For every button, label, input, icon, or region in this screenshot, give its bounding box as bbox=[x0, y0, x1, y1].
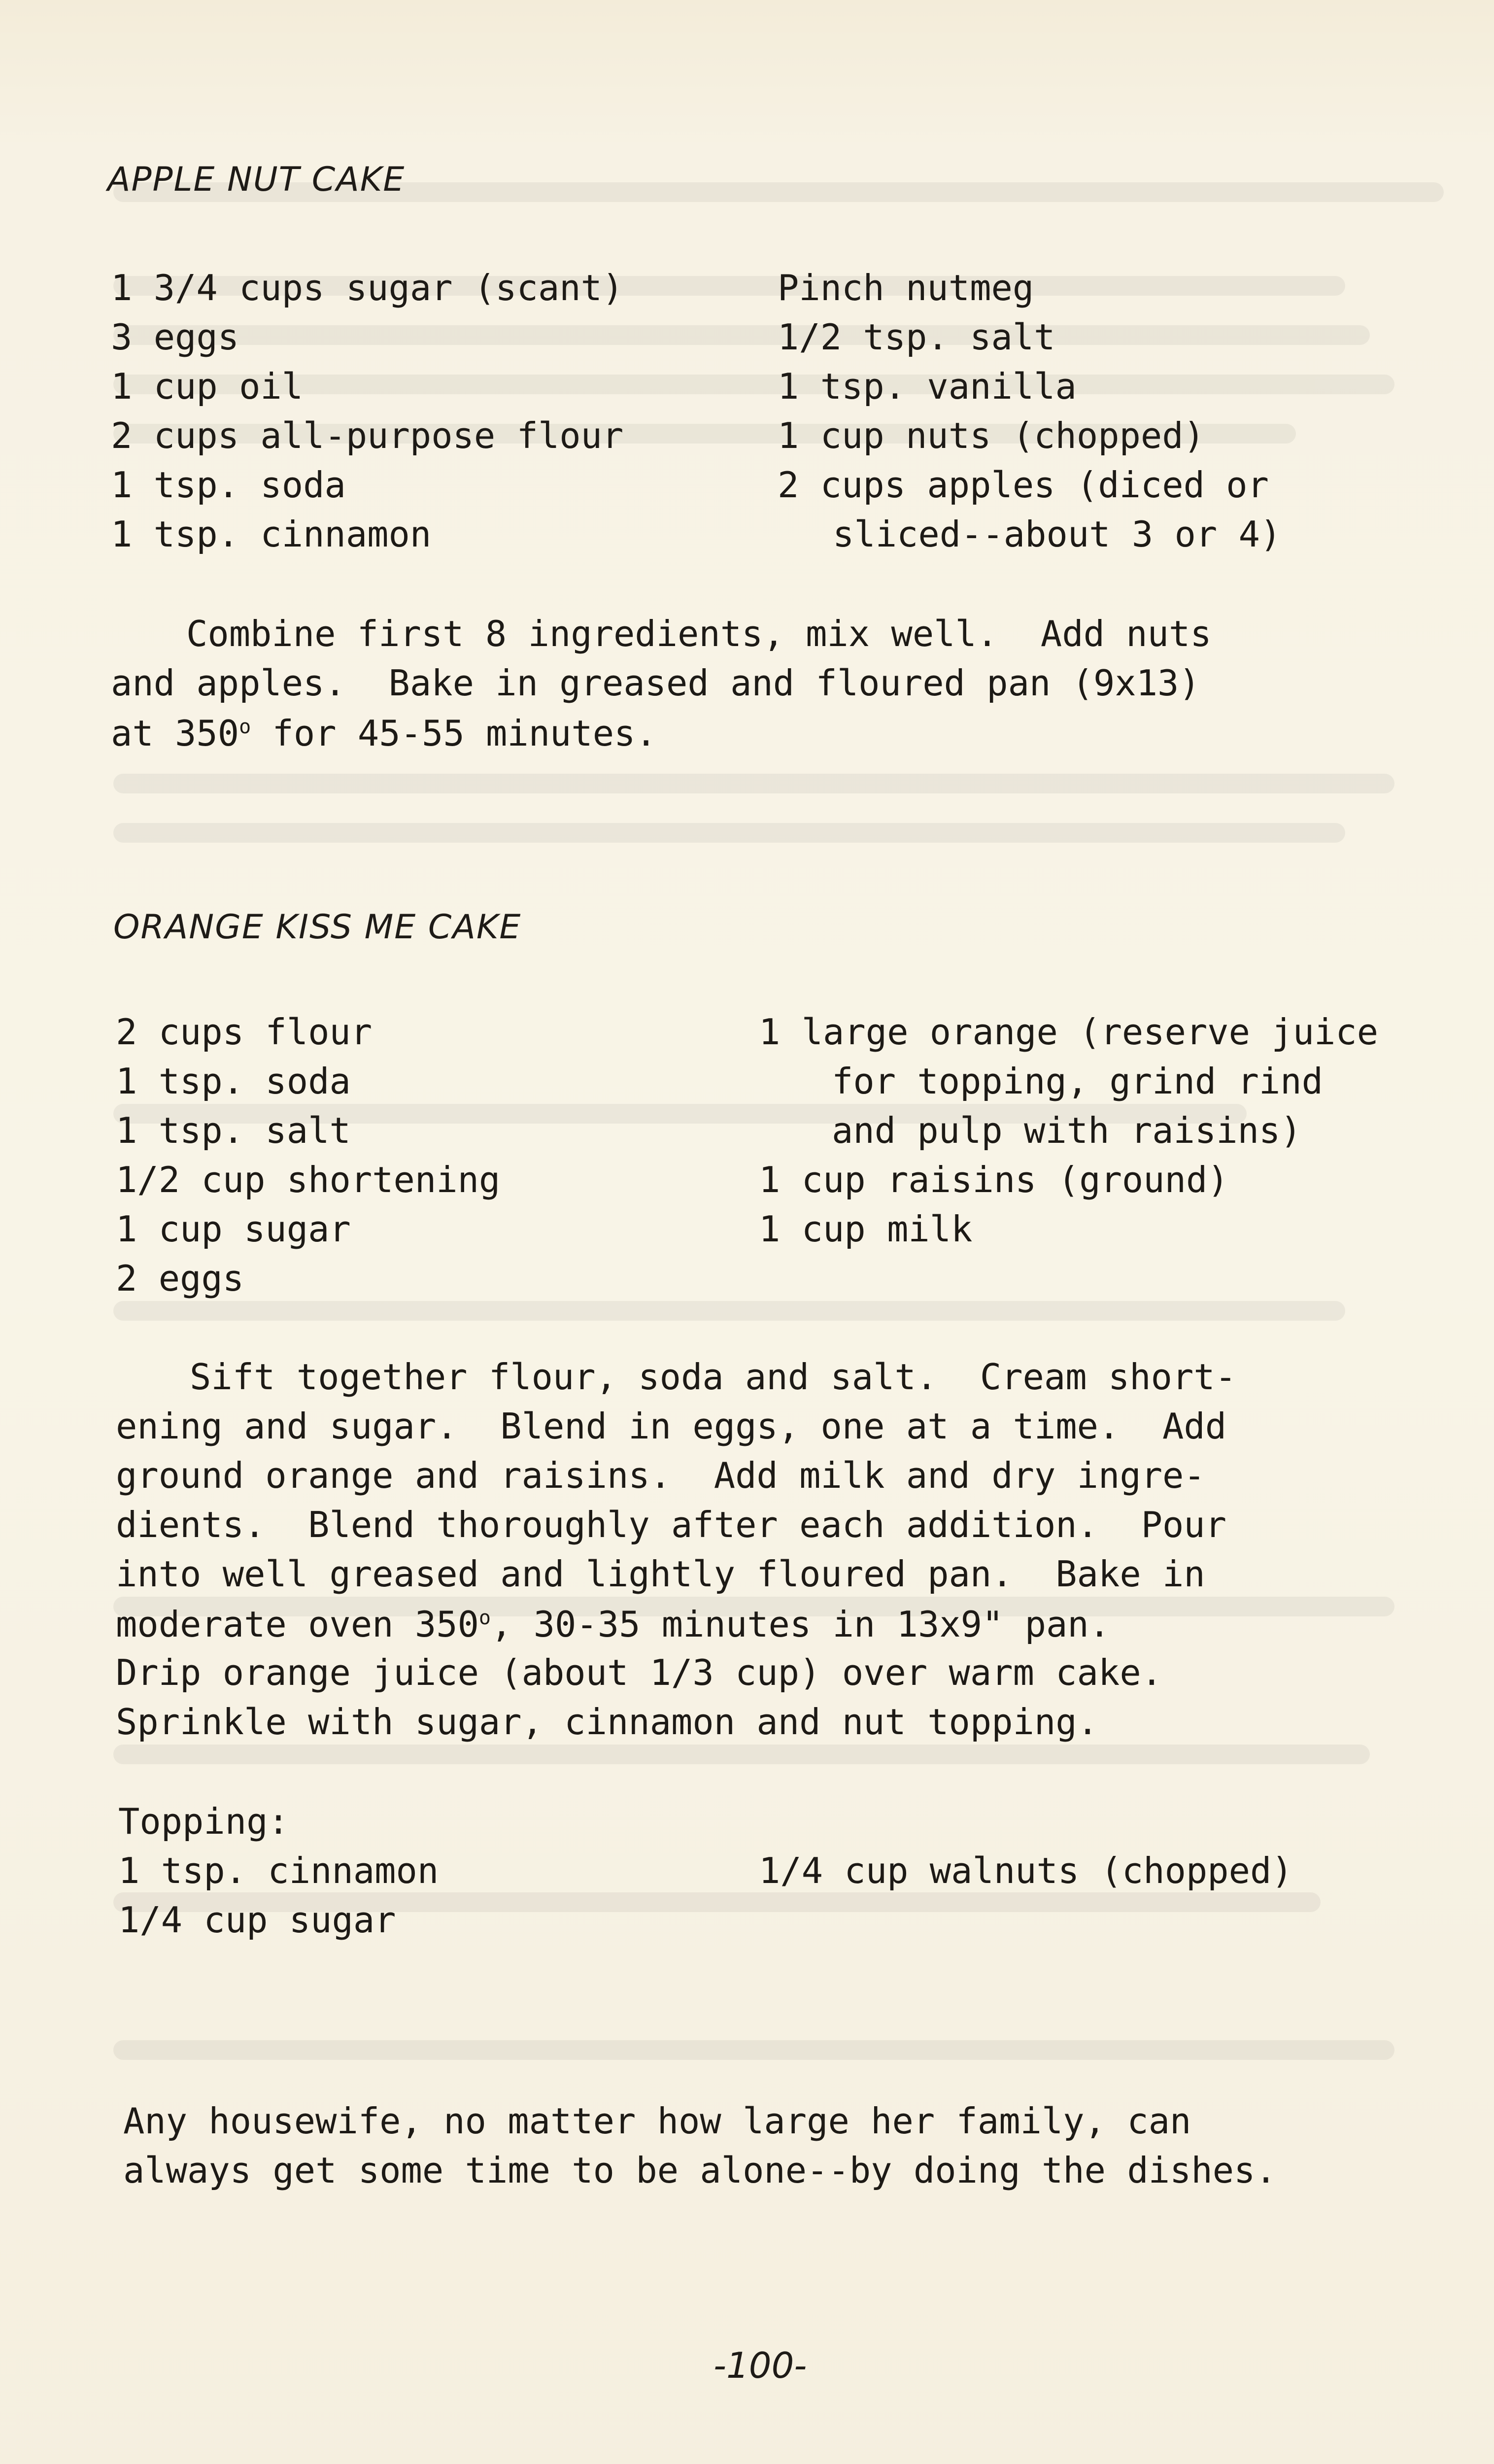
directions-line: Combine first 8 ingredients, mix well. Add nuts bbox=[186, 613, 1212, 654]
ingredient-left: 1/2 cup shortening bbox=[116, 1159, 501, 1200]
ingredient-right: 1 cup nuts (chopped) bbox=[778, 415, 1205, 456]
directions-temp: moderate oven 350 bbox=[116, 1604, 479, 1645]
ingredient-left: 1 cup oil bbox=[111, 366, 304, 407]
directions-temp: at 350 bbox=[111, 713, 239, 754]
degree-mark: o bbox=[478, 1607, 491, 1629]
directions-line-with-temp bbox=[116, 1604, 1111, 1645]
ingredient-right: 1 tsp. vanilla bbox=[778, 366, 1077, 407]
directions-line: into well greased and lightly floured pan. Bake in bbox=[116, 1553, 1205, 1595]
topping-label: Topping: bbox=[118, 1801, 289, 1842]
directions-line: ground orange and raisins. Add milk and dry ingre- bbox=[116, 1455, 1205, 1496]
ingredient-right: 1 large orange (reserve juice bbox=[759, 1011, 1379, 1053]
quote-line: always get some time to be alone--by doing the dishes. bbox=[123, 2150, 1277, 2191]
ingredient-right: for topping, grind rind bbox=[832, 1061, 1323, 1102]
ingredient-left: 1 tsp. salt bbox=[116, 1110, 351, 1151]
recipe-title-orange-kiss-me-cake: ORANGE KISS ME CAKE bbox=[113, 908, 522, 947]
ingredient-right: and pulp with raisins) bbox=[832, 1110, 1302, 1151]
directions-temp-rest: , 30-35 minutes in 13x9" pan. bbox=[491, 1604, 1111, 1645]
ingredient-left: 1 3/4 cups sugar (scant) bbox=[111, 267, 624, 308]
directions-temp-rest: for 45-55 minutes. bbox=[251, 713, 657, 754]
ingredient-left: 2 cups all-purpose flour bbox=[111, 415, 624, 456]
topping-ingredient: 1/4 cup sugar bbox=[118, 1899, 396, 1941]
ingredient-left: 1 tsp. soda bbox=[116, 1061, 351, 1102]
topping-ingredient: 1/4 cup walnuts (chopped) bbox=[759, 1850, 1293, 1891]
directions-line: Drip orange juice (about 1/3 cup) over warm cake. bbox=[116, 1652, 1163, 1693]
directions-line-with-temp bbox=[111, 713, 657, 754]
quote-line: Any housewife, no matter how large her family, can bbox=[123, 2100, 1191, 2142]
ingredient-left: 1 tsp. soda bbox=[111, 464, 346, 506]
directions-line: dients. Blend thoroughly after each addition. Pour bbox=[116, 1504, 1227, 1545]
ingredient-left: 1 tsp. cinnamon bbox=[111, 513, 432, 555]
directions-line: Sift together flour, soda and salt. Cream short- bbox=[190, 1356, 1237, 1398]
directions-line: and apples. Bake in greased and floured pan (9x13) bbox=[111, 662, 1200, 704]
ingredient-left: 2 eggs bbox=[116, 1258, 244, 1299]
degree-mark: o bbox=[239, 716, 251, 738]
directions-line: ening and sugar. Blend in eggs, one at a time. Add bbox=[116, 1405, 1227, 1447]
recipe-title-apple-nut-cake: APPLE NUT CAKE bbox=[107, 160, 406, 199]
ingredient-right: sliced--about 3 or 4) bbox=[833, 513, 1282, 555]
ingredient-left: 3 eggs bbox=[111, 316, 239, 358]
page-number: -100- bbox=[713, 2345, 807, 2386]
ingredient-right: 2 cups apples (diced or bbox=[778, 464, 1269, 506]
ingredient-right: Pinch nutmeg bbox=[778, 267, 1034, 308]
ingredient-right: 1 cup milk bbox=[759, 1208, 973, 1250]
directions-line: Sprinkle with sugar, cinnamon and nut topping. bbox=[116, 1701, 1098, 1743]
ingredient-right: 1 cup raisins (ground) bbox=[759, 1159, 1229, 1200]
ingredient-left: 1 cup sugar bbox=[116, 1208, 351, 1250]
topping-ingredient: 1 tsp. cinnamon bbox=[118, 1850, 439, 1891]
ingredient-left: 2 cups flour bbox=[116, 1011, 373, 1053]
ingredient-right: 1/2 tsp. salt bbox=[778, 316, 1055, 358]
